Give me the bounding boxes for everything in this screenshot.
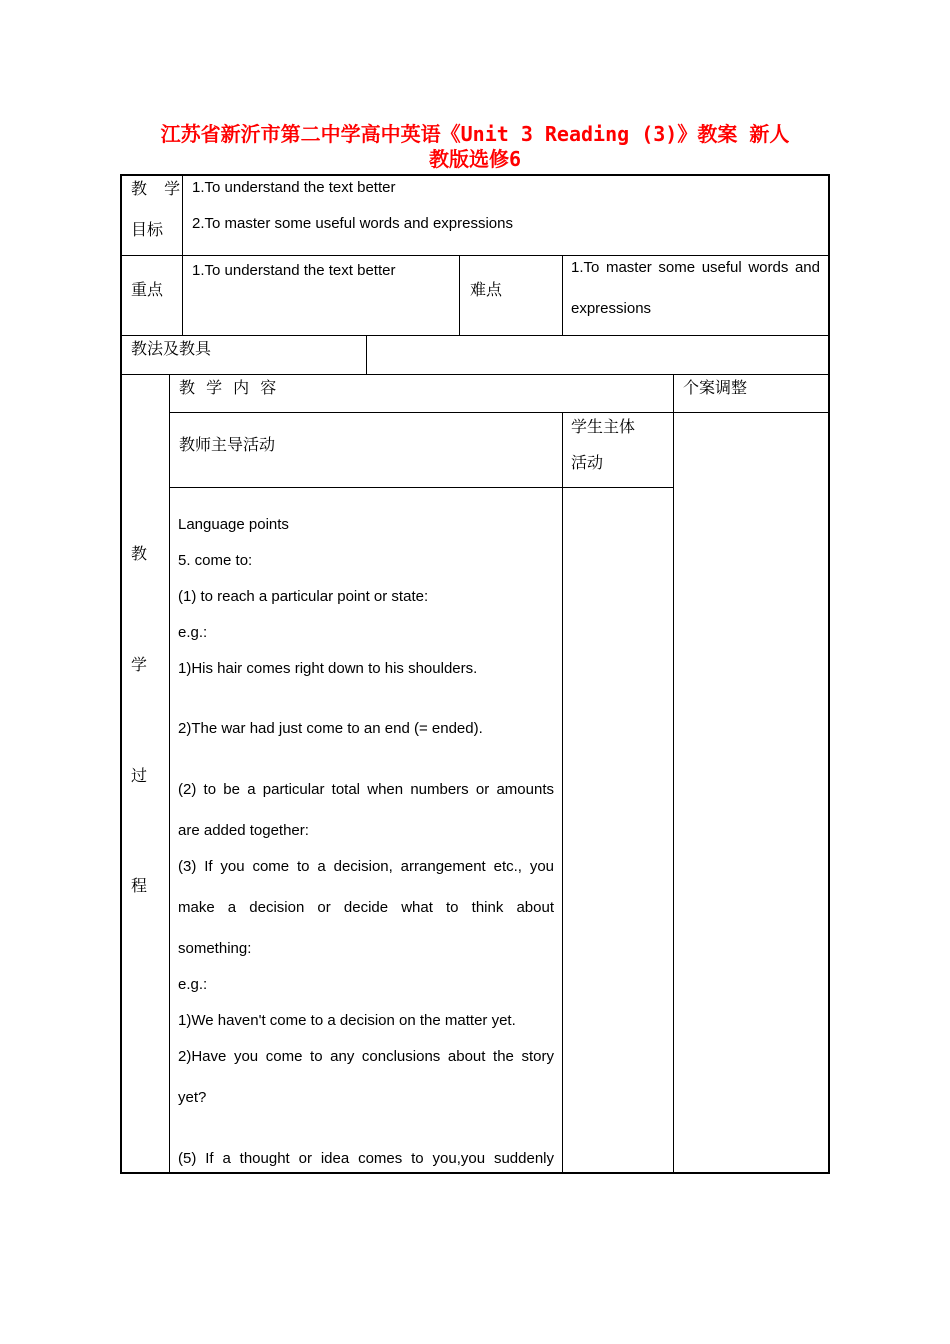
content-line: 2)Have you come to any conclusions about the story [178, 1048, 554, 1065]
process-label-char: 学 [131, 655, 148, 674]
objective-item-2: 2.To master some useful words and expressions [192, 215, 513, 232]
table-border-bottom [120, 1172, 830, 1174]
difficult-points-line-2: expressions [571, 300, 652, 317]
row-divider [170, 487, 674, 488]
row-divider [120, 335, 830, 336]
content-line: 1)We haven't come to a decision on the matter yet. [178, 1012, 516, 1029]
row-divider [120, 255, 830, 256]
difficult-points-label: 难点 [470, 280, 503, 299]
student-activity-header-line-2: 活动 [571, 453, 604, 472]
key-points-text: 1.To understand the text better [192, 262, 396, 279]
col-divider [182, 175, 183, 335]
table-border-left [120, 174, 122, 1174]
content-line: (3) If you come to a decision, arrangement etc., you [178, 858, 554, 875]
table-border-top [120, 174, 830, 176]
teacher-activity-header: 教师主导活动 [179, 435, 276, 454]
title-line-1: 江苏省新沂市第二中学高中英语《Unit 3 Reading (3)》教案 新人 [160, 122, 790, 146]
objectives-label-line-2: 目标 [131, 220, 164, 239]
col-divider [169, 374, 170, 1173]
content-line: (5) If a thought or idea comes to you,you suddenly [178, 1150, 554, 1167]
process-label-char: 过 [131, 766, 148, 785]
process-label-char: 教 [131, 544, 148, 563]
content-line: yet? [178, 1089, 207, 1106]
col-divider [366, 335, 367, 374]
content-line: something: [178, 940, 252, 957]
content-header: 教 学 内 容 [179, 378, 280, 397]
col-divider [562, 412, 563, 1173]
content-line: 2)The war had just come to an end (= ended). [178, 720, 483, 737]
content-line: make a decision or decide what to think about [178, 899, 554, 916]
process-label-char: 程 [131, 876, 148, 895]
content-line: are added together: [178, 822, 309, 839]
key-points-label: 重点 [131, 280, 164, 299]
document-title [120, 122, 830, 172]
content-line: e.g.: [178, 624, 208, 641]
row-divider [170, 412, 830, 413]
content-line: e.g.: [178, 976, 208, 993]
student-activity-header-line-1: 学生主体 [571, 417, 636, 436]
content-line: 5. come to: [178, 552, 253, 569]
col-divider [673, 374, 674, 1173]
methods-label: 教法及教具 [131, 339, 212, 358]
content-line: Language points [178, 516, 289, 533]
table-border-right [828, 174, 830, 1174]
col-divider [459, 255, 460, 335]
content-line: 1)His hair comes right down to his shoulders. [178, 660, 478, 677]
objectives-label-line-1: 教 学 [131, 179, 187, 198]
adjustment-header: 个案调整 [683, 378, 748, 397]
col-divider [562, 255, 563, 335]
row-divider [120, 374, 830, 375]
content-line: (2) to be a particular total when numbers or amounts [178, 781, 554, 798]
difficult-points-line-1: 1.To master some useful words and [571, 259, 820, 276]
content-line: (1) to reach a particular point or state: [178, 588, 429, 605]
objective-item-1: 1.To understand the text better [192, 179, 396, 196]
title-line-2: 教版选修6 [428, 147, 522, 171]
